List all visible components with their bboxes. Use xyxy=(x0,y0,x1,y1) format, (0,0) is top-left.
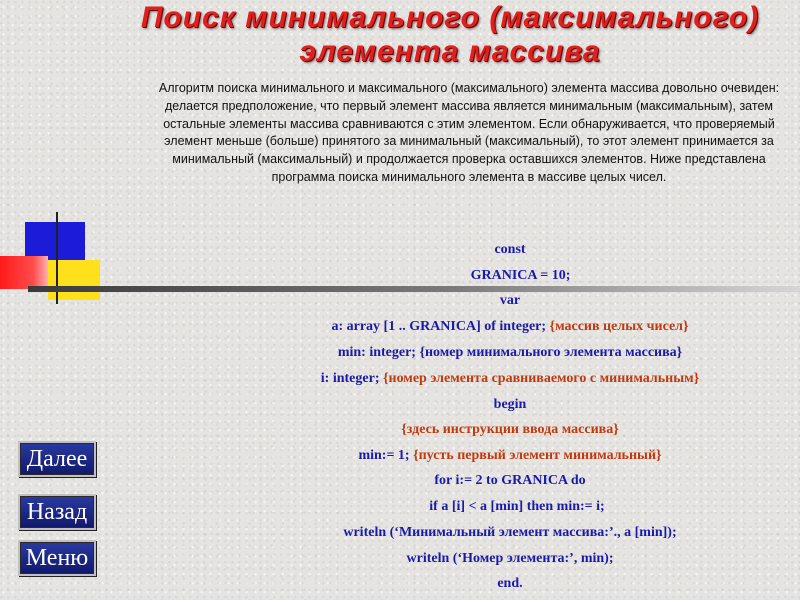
code-line: writeln (‘Номер элемента:’, min); xyxy=(406,551,614,566)
slide-title-line-1: Поиск минимального (максимального) xyxy=(140,1,760,34)
code-line: i: integer; {номер элемента сравниваемого с минимальным} xyxy=(320,371,700,386)
code-line: for i:= 2 to GRANICA do xyxy=(434,473,586,488)
slide-title-line-2: элемента массива xyxy=(299,35,601,68)
code-line: min:= 1; {пусть первый элемент минимальный} xyxy=(358,448,662,463)
code-line: writeln (‘Минимальный элемент массива:’., a [min]); xyxy=(343,525,677,540)
code-line: var xyxy=(499,293,521,308)
code-line: min: integer; {номер минимального элемента массива} xyxy=(337,345,683,360)
code-line: {здесь инструкции ввода массива} xyxy=(401,422,619,437)
code-line: end. xyxy=(497,576,523,591)
decor-red-square xyxy=(0,256,48,289)
code-line: a: array [1 .. GRANICA] of integer; {массив целых чисел} xyxy=(331,319,689,334)
next-button[interactable]: Далее xyxy=(18,441,96,477)
intro-paragraph: Алгоритм поиска минимального и максимального (максимального) элемента массива довольно очевиден: делается предположение, что первый элемент массива является минимальным (максимальным), затем остальные элементы массива сравниваются с этим элементом. Если обнаруживается, что проверяемый элемент меньше (больше) принятого за минимальный (максимальный), то этот элемент принимается за минимальный (максимальный) и продолжается проверка оставшихся элементов. Ниже представлена программа поиска минимального элемента в массиве целых чисел. xyxy=(158,81,780,184)
code-line: GRANICA = 10; xyxy=(449,268,571,283)
back-button[interactable]: Назад xyxy=(18,494,96,530)
code-line: const xyxy=(494,242,526,257)
code-line: begin xyxy=(493,397,527,412)
code-line: if a [i] < a [min] then min:= i; xyxy=(415,499,605,514)
menu-button[interactable]: Меню xyxy=(18,540,96,576)
